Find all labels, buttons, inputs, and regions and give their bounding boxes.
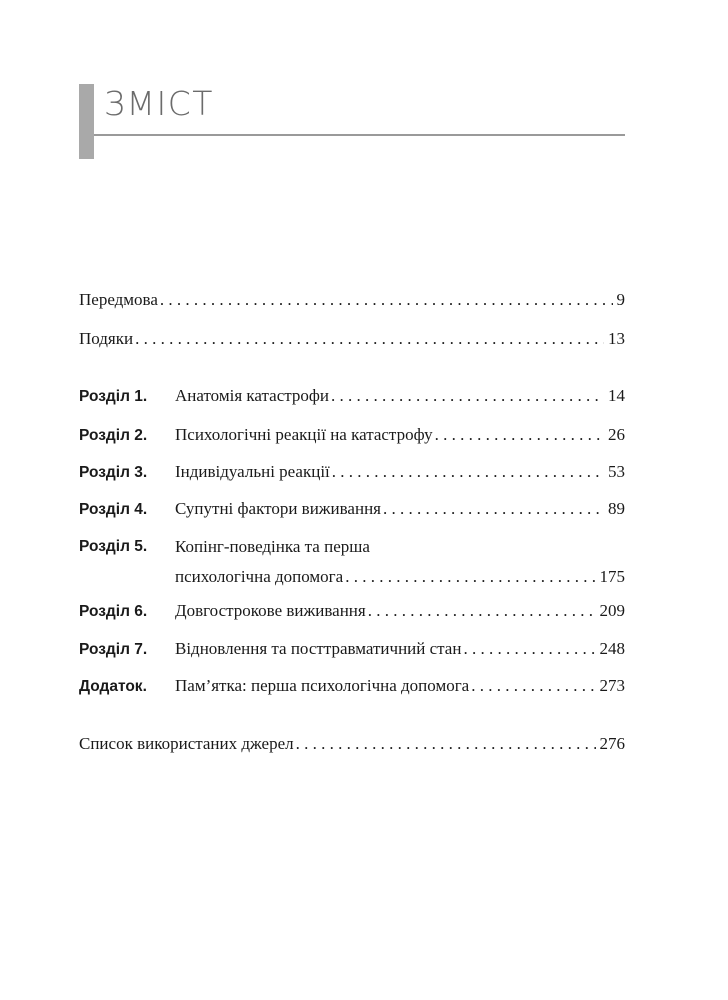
toc-entry-chapter-7[interactable] [79,639,625,660]
page-title: ЗМІСТ [104,84,214,123]
toc-entry-title: Анатомія катастрофи [175,386,329,405]
toc-leader-dots [135,329,604,349]
toc-entry-label: Розділ 1. [79,388,148,405]
toc-leader-dots [471,676,595,696]
toc-entry-page: 53 [608,462,625,481]
toc-leader-dots [368,601,596,621]
toc-entry-preface[interactable] [79,290,625,310]
toc-leader-dots [331,386,604,406]
toc-entry-label: Розділ 4. [79,501,148,518]
toc-entry-title: Передмова [79,290,158,309]
toc-entry-title: Подяки [79,329,134,348]
toc-entry-title: Відновлення та посттравматичний стан [175,639,462,658]
toc-entry-appendix[interactable] [79,676,625,697]
toc-leader-dots [345,567,595,587]
toc-leader-dots [296,734,596,754]
toc-entry-title: Психологічні реакції на катастрофу [175,425,433,444]
toc-entry-title-line-1 [175,537,625,557]
toc-entry-title: Список використаних джерел [79,734,294,753]
toc-entry-label: Розділ 7. [79,641,148,658]
toc-entry-chapter-1[interactable] [79,386,625,407]
toc-entry-label: Додаток. [79,678,147,695]
toc-entry-label: Розділ 5. [79,538,148,555]
toc-entry-page: 9 [616,290,625,309]
toc-entry-label: Розділ 6. [79,603,148,620]
toc-entry-title: Індивідуальні реакції [175,462,330,481]
toc-entry-chapter-3[interactable] [79,462,625,483]
toc-entry-thanks[interactable] [79,329,625,349]
toc-entry-title: Супутні фактори виживання [175,499,381,518]
toc-entry-chapter-6[interactable] [79,601,625,622]
toc-entry-page: 276 [599,734,625,753]
toc-leader-dots [332,462,604,482]
toc-leader-dots [160,290,613,310]
header-accent-bar [79,84,94,159]
toc-entry-page: 273 [599,676,625,695]
toc-entry-chapter-4[interactable] [79,499,625,520]
toc-entry-page: 89 [608,499,625,518]
toc-leader-dots [435,425,604,445]
toc-entry-label: Розділ 2. [79,427,148,444]
toc-entry-title-line-2 [175,567,625,587]
toc-entry-chapter-2[interactable] [79,425,625,446]
toc-entry-page: 14 [608,386,625,405]
toc-entry-label: Розділ 3. [79,464,148,481]
toc-entry-page: 248 [599,639,625,658]
toc-entry-page: 13 [608,329,625,348]
toc-entry-title: Довгострокове виживання [175,601,366,620]
toc-entry-title: психологічна допомога [175,567,344,586]
toc-entry-title: Пам’ятка: перша психологічна допомога [175,676,470,695]
header-rule [94,134,625,136]
toc-entry-title: Копінг-поведінка та перша [175,537,370,556]
toc-entry-page: 175 [599,567,625,586]
toc-entry-page: 209 [599,601,625,620]
toc-entry-page: 26 [608,425,625,444]
toc-leader-dots [383,499,604,519]
toc-entry-references[interactable] [79,734,625,754]
toc-leader-dots [463,639,595,659]
